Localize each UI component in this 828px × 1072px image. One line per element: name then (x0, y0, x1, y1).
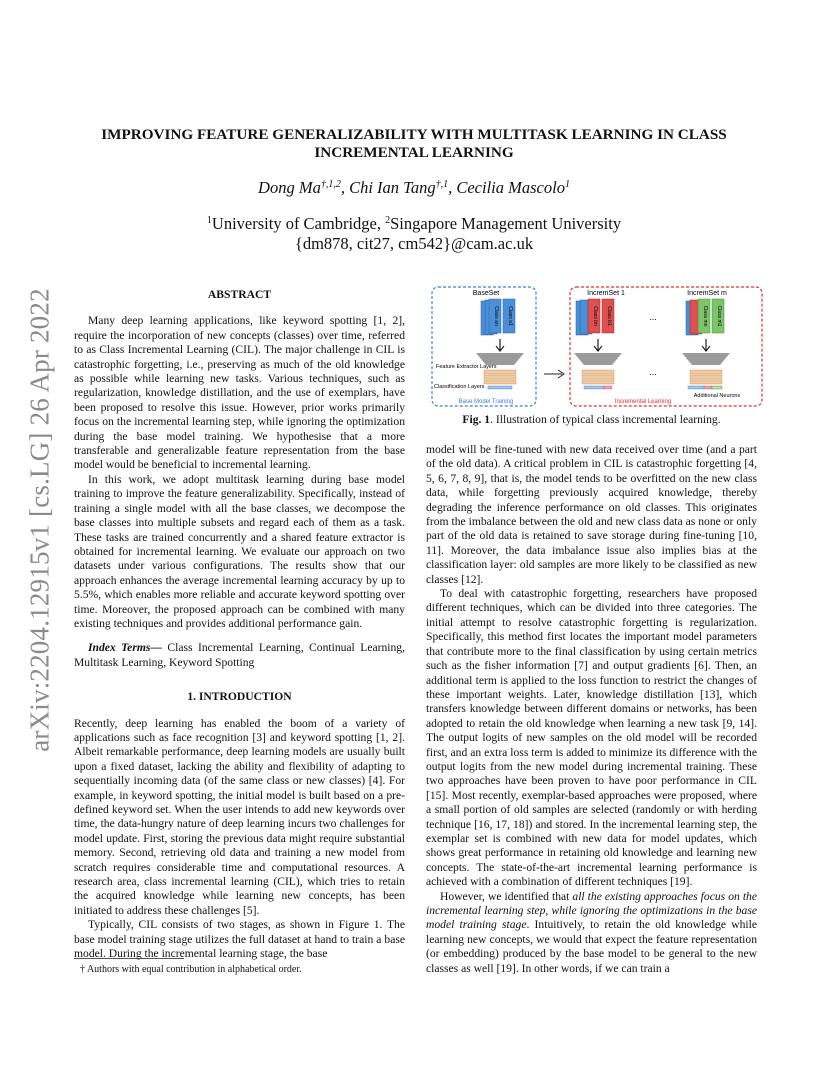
arxiv-stamp (10, 280, 70, 760)
author-3: Cecilia Mascolo (456, 178, 565, 197)
class-bn-label: Class bn (592, 306, 598, 326)
footnote-rule (74, 958, 184, 959)
affil-2: Singapore Management University (390, 214, 622, 233)
arxiv-id: arXiv:2204.12915v1 [cs.LG] 26 Apr 2022 (24, 288, 55, 752)
figure-caption (426, 413, 757, 426)
author-1-sup: †,1,2 (320, 179, 341, 190)
affil-1: University of Cambridge, (211, 214, 386, 233)
affiliations (60, 214, 768, 254)
abstract-paragraph-2: In this work, we adopt multitask learning during base model training to improve the feature generalizability. Specifically, instead of training a single model with all the base classes, we decompose the base classes into multiple subsets and regard each of them as a task. These tasks are trained concurrently and a shared feature extractor is obtained for incremental learning. We evaluate our approach on two datasets under various configurations. The results show that our approach enhances the average incremental learning accuracy by up to 5.5%, which enables more reliable and accurate keyword spotting over time. Moreover, the proposed approach can be combined with many existing techniques and provides additional performance gain. (74, 472, 405, 630)
abstract-heading: ABSTRACT (207, 288, 272, 301)
author-1: Dong Ma (258, 178, 321, 197)
class-mn-label: Class mn (702, 305, 708, 327)
affil-2-sup: 2 (385, 215, 391, 226)
affil-1-sup: 1 (206, 215, 212, 226)
class-a1-label: Class a1 (507, 306, 513, 326)
right-paragraph-2: To deal with catastrophic forgetting, researchers have proposed different techniques, which can be divided into three categories. The initial attempt to resolve catastrophic forgetting is regularization. Specifically, this method first locates the important model parameters that contribute more to the final classification by using certain metrics such as the fisher information [7] and output gradients [6]. Then, an additional term is applied to the loss function to restrict the changes of these important weights. Later, knowledge distillation [13], which transfers knowledge between different domains or networks, has been adopted to retain the old knowledge when learning a new task [9, 14]. The output logits of new samples on the old model will be recorded first, and an extra loss term is added to minimize its difference with the output logits from the new model during incremental training. These two approaches have been proven to have poor performance in CIL [15]. Most recently, exemplar-based approaches were proposed, where a small portion of old samples are selected (randomly or with herding technique [16, 17, 18]) and stored. In the incremental learning step, the exemplar set is combined with new data for model updates, which shows great performance in retaining old knowledge and learning new concepts. The state-of-the-art incremental learning performance is achieved with a combination of different techniques [19]. (426, 587, 757, 889)
base-classifier (488, 386, 512, 389)
right-p3-end: . Intuitively, to retain the old knowledge while learning new concepts, we would that expect the feature representation (or embedding) produced by the base model to be general to the new classes as well [19]. In other words, if we can train a (426, 918, 757, 975)
right-column (426, 443, 757, 976)
figure-1 (430, 284, 764, 410)
feature-extractor-label: Feature Extractor Layers (436, 364, 497, 370)
right-paragraph-1: model will be fine-tuned with new data received over time (and a part of the old data). A critical problem in CIL is catastrophic forgetting [4, 5, 6, 7, 8, 9], that is, the model tends to be overfitted on the new class data, while forgetting previously acquired knowledge, thereby degrading the inference performance on old classes. This originates from the imbalance between the old and new class data as none or only part of the old data is retained to save storage during fine-tuning [10, 11]. Moreover, the data imbalance issue also implies bias at the classification layer: old samples are more likely to be classified as new classes [12]. (426, 443, 757, 586)
left-column (74, 288, 405, 961)
incremm-feature-extractor (682, 353, 730, 365)
baseset-label: BaseSet (472, 290, 500, 297)
abstract-paragraph-1: Many deep learning applications, like keyword spotting [1, 2], require the incorporation of new concepts (classes) over time, referred to as Class Incremental Learning (CIL). The major challenge in CIL is catastrophic forgetting, i.e., preserving as much of the old knowledge as possible while learning new tasks. Various techniques, such as regularization, knowledge distillation, and the use of exemplars, have been proposed to resolve this issue. However, prior works primarily focus on the incremental learning step, while ignoring the optimization during the base model training. We hypothesise that a more transferable and generalizable feature representation from the base model would be beneficial to incremental learning. (74, 314, 405, 472)
paper-title: IMPROVING FEATURE GENERALIZABILITY WITH MULTITASK LEARNING IN CLASS INCREMENTAL LEARNING (101, 126, 727, 161)
increm1-arrow (594, 339, 602, 351)
class-b1-label: Class b1 (606, 306, 612, 326)
emails: {dm878, cit27, cm542}@cam.ac.uk (294, 234, 534, 253)
base-cards (481, 299, 515, 335)
ellipsis-top: ... (649, 312, 657, 322)
base-arrow (496, 339, 504, 351)
intro-paragraph-2: Typically, CIL consists of two stages, as shown in Figure 1. The base model training stage utilizes the full dataset at hand to train a base model. During the incremental learning stage, the base (74, 918, 405, 961)
affiliation-line (60, 214, 768, 234)
intro-paragraph-1: Recently, deep learning has enabled the boom of a variety of applications such as face recognition [3] and keyword spotting [1, 2]. Albeit remarkable performance, deep learning models are usually built upon a fixed dataset, lacking the ability and flexibility of adapting to sequentially incoming data (of the same class or new classes) [4]. For example, in keyword spotting, the initial model is built based on a pre-defined keyword set. When the user intends to add new keywords over time, the data-hungry nature of deep learning incurs two challenges for model update. First, storing the previous data might require substantial memory. Second, retrieving old data and training a new model from scratch requires considerable time and computational resources. A research area, class incremental learning (CIL), which tries to retain the acquired knowledge while learning new concepts, has been initiated to address these challenges [5]. (74, 716, 405, 917)
incremm-cards (686, 299, 724, 335)
intro-heading: 1. INTRODUCTION (187, 690, 292, 704)
author-list: Dong $Ma^{\dagger,1,2}$, Chi Ian Tang$^{\dagger,1}$, Cecilia Mascolo$^1$ (258, 178, 570, 197)
right-paragraph-3 (426, 890, 757, 976)
class-an-label: Class an (493, 306, 499, 326)
increm1-cards (576, 299, 614, 335)
base-training-label: Base Model Training (458, 399, 514, 405)
class-m1-label: Class m1 (716, 305, 722, 327)
index-terms-text: Class Incremental Learning, Continual Learning, Multitask Learning, Keyword Spotting (74, 641, 405, 669)
stage-arrow (544, 370, 564, 378)
index-terms-label: Index Terms— (88, 641, 162, 655)
incremental-learning-label: Incremental Learning (614, 399, 672, 405)
author-2: Chi Ian Tang (349, 178, 436, 197)
right-p3-start: However, we identified that (440, 889, 573, 903)
incremm-arrow (702, 339, 710, 351)
author-2-sup: †,1 (435, 179, 449, 190)
incremset-m-label: IncremSet m (687, 290, 727, 297)
author-3-sup: 1 (564, 179, 570, 190)
increm1-feature-extractor (574, 353, 622, 365)
footnote: † Authors with equal contribution in alphabetical order. (80, 964, 302, 975)
classification-label: Classification Layers (434, 384, 485, 390)
figure-caption-text: . Illustration of typical class incremental learning. (490, 413, 721, 426)
right-p3-italic: all the existing approaches focus on the incremental learning step, while ignoring the optimizations in the base model training stage (426, 889, 757, 932)
figure-caption-label: Fig. 1 (462, 413, 491, 426)
index-terms (74, 641, 405, 670)
additional-neurons-label: Additional Neurons (693, 393, 741, 399)
ellipsis-bottom: ... (649, 367, 657, 377)
incremset-1-label: IncremSet 1 (587, 290, 625, 297)
